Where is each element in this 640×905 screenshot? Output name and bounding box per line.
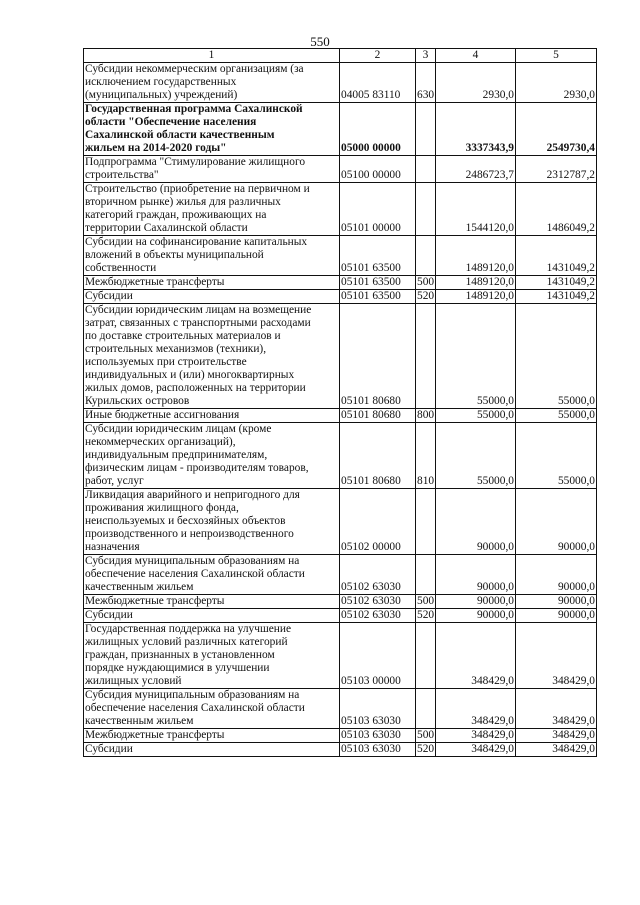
- row-name: [84, 156, 340, 183]
- row-code: 04005 83110: [340, 63, 416, 103]
- table-row: [84, 555, 597, 595]
- row-sum-year-2: 55000,0: [516, 304, 597, 409]
- row-name-line: Субсидии: [85, 743, 133, 755]
- row-sum-year-1: 348429,0: [436, 689, 516, 729]
- row-name-line: Сахалинской области качественным: [85, 129, 275, 141]
- row-sum-year-2: 90000,0: [516, 595, 597, 609]
- row-name-line: Субсидии юридическим лицам (кроме: [85, 423, 272, 435]
- row-name-line: назначения: [85, 541, 140, 553]
- row-name-line: территории Сахалинской области: [85, 222, 248, 234]
- row-name-line: Межбюджетные трансферты: [85, 276, 225, 288]
- row-name-line: жилых домов, расположенных на территории: [85, 382, 306, 394]
- row-name-line: производственного и непроизводственного: [85, 528, 294, 540]
- table-row: [84, 423, 597, 489]
- row-sum-year-1: 55000,0: [436, 304, 516, 409]
- row-name: [84, 183, 340, 236]
- row-name-line: вложений в объекты муниципальной: [85, 249, 264, 261]
- table-row: [84, 290, 597, 304]
- row-expense-type: 800: [417, 409, 435, 421]
- row-name: [84, 689, 340, 729]
- row-expense-type: 520: [417, 290, 435, 302]
- row-expense-type: [416, 103, 436, 156]
- row-sum-year-2: 55000,0: [516, 409, 597, 423]
- row-name: [84, 236, 340, 276]
- row-sum-year-2: 1431049,2: [516, 276, 597, 290]
- row-sum-year-2: 90000,0: [516, 555, 597, 595]
- row-name-line: Государственная программа Сахалинской: [85, 103, 303, 115]
- table-row: [84, 304, 597, 409]
- table-row: [84, 595, 597, 609]
- row-name-line: порядке нуждающимися в улучшении: [85, 662, 270, 674]
- row-name-line: используемых при строительстве: [85, 356, 247, 368]
- row-name-line: индивидуальных и (или) многоквартирных: [85, 369, 295, 381]
- row-sum-year-1: 348429,0: [436, 743, 516, 757]
- row-sum-year-1: 90000,0: [436, 609, 516, 623]
- row-sum-year-2: 348429,0: [516, 623, 597, 689]
- row-code: 05102 63030: [340, 609, 416, 623]
- column-header-name: 1: [84, 49, 340, 63]
- row-code: 05102 63030: [340, 555, 416, 595]
- row-sum-year-2: 90000,0: [516, 489, 597, 555]
- row-name-line: Межбюджетные трансферты: [85, 729, 225, 741]
- row-sum-year-1: 90000,0: [436, 595, 516, 609]
- row-name-line: Субсидии на софинансирование капитальных: [85, 236, 308, 248]
- row-name: [84, 304, 340, 409]
- row-expense-type: [416, 156, 436, 183]
- row-sum-year-2: 348429,0: [516, 689, 597, 729]
- row-code: 05101 63500: [340, 290, 416, 304]
- row-name-line: обеспечение населения Сахалинской области: [85, 702, 305, 714]
- row-name-line: Субсидия муниципальным образованиям на: [85, 689, 300, 701]
- row-sum-year-1: 348429,0: [436, 729, 516, 743]
- row-sum-year-1: 90000,0: [436, 489, 516, 555]
- row-name-line: Иные бюджетные ассигнования: [85, 409, 240, 421]
- row-sum-year-2: 2312787,2: [516, 156, 597, 183]
- row-sum-year-1: 90000,0: [436, 555, 516, 595]
- row-sum-year-2: 2549730,4: [516, 103, 597, 156]
- row-code: 05102 00000: [340, 489, 416, 555]
- row-name: [84, 489, 340, 555]
- row-code: 05000 00000: [340, 103, 416, 156]
- row-code: 05103 63030: [340, 743, 416, 757]
- row-name-line: жильем на 2014-2020 годы": [85, 142, 227, 154]
- row-sum-year-2: 2930,0: [516, 63, 597, 103]
- row-name-line: граждан, признанных в установленном: [85, 649, 275, 661]
- row-name-line: Государственная поддержка на улучшение: [85, 623, 292, 635]
- column-header-type: 3: [416, 49, 436, 63]
- row-code: 05101 63500: [340, 276, 416, 290]
- row-name-line: жилищных условий различных категорий: [85, 636, 288, 648]
- row-expense-type: 810: [416, 423, 436, 489]
- row-sum-year-1: 55000,0: [436, 423, 516, 489]
- row-name: [84, 63, 340, 103]
- row-expense-type: [416, 236, 436, 276]
- row-name-line: Курильских островов: [85, 395, 190, 407]
- row-code: 05103 00000: [340, 623, 416, 689]
- row-name: [84, 423, 340, 489]
- row-code: 05103 63030: [340, 729, 416, 743]
- table-row: [84, 729, 597, 743]
- row-name-line: по доставке строительных материалов и: [85, 330, 281, 342]
- table-row: [84, 743, 597, 757]
- row-name: [84, 595, 340, 609]
- row-name: [84, 555, 340, 595]
- table-row: [84, 409, 597, 423]
- row-sum-year-1: 2486723,7: [436, 156, 516, 183]
- row-name-line: собственности: [85, 262, 157, 274]
- row-code: 05100 00000: [340, 156, 416, 183]
- table-row: [84, 156, 597, 183]
- row-name-line: качественным жильем: [85, 581, 194, 593]
- page-number: 550: [310, 34, 330, 49]
- row-sum-year-2: 90000,0: [516, 609, 597, 623]
- row-expense-type: [416, 689, 436, 729]
- row-code: 05101 00000: [340, 183, 416, 236]
- row-name-line: строительства": [85, 169, 159, 181]
- row-sum-year-1: 3337343,9: [436, 103, 516, 156]
- row-expense-type: [416, 489, 436, 555]
- row-sum-year-1: 348429,0: [436, 623, 516, 689]
- budget-table: [83, 48, 597, 757]
- row-name-line: области "Обеспечение населения: [85, 116, 257, 128]
- row-code: 05101 80680: [340, 423, 416, 489]
- row-name-line: Субсидии некоммерческим организациям (за: [85, 63, 304, 75]
- row-code: 05101 63500: [340, 236, 416, 276]
- row-name-line: Межбюджетные трансферты: [85, 595, 225, 607]
- row-name-line: Подпрограмма "Стимулирование жилищного: [85, 156, 306, 168]
- row-sum-year-1: 55000,0: [436, 409, 516, 423]
- row-expense-type: 520: [417, 609, 435, 621]
- row-name-line: Субсидии: [85, 609, 133, 621]
- row-name-line: физическим лицам - производителям товаров,: [85, 462, 309, 474]
- row-sum-year-1: 1489120,0: [436, 236, 516, 276]
- table-row: [84, 236, 597, 276]
- column-header-code: 2: [340, 49, 416, 63]
- row-sum-year-2: 55000,0: [516, 423, 597, 489]
- row-code: 05102 63030: [340, 595, 416, 609]
- row-name-line: некоммерческих организаций),: [85, 436, 236, 448]
- row-expense-type: 500: [417, 729, 435, 741]
- row-name-line: Субсидии: [85, 290, 133, 302]
- table-row: [84, 489, 597, 555]
- row-name: [84, 276, 340, 290]
- row-name: [84, 609, 340, 623]
- table-row: [84, 276, 597, 290]
- row-name-line: Ликвидация аварийного и непригодного для: [85, 489, 300, 501]
- row-name: [84, 729, 340, 743]
- row-expense-type: 520: [417, 743, 435, 755]
- row-sum-year-1: 1489120,0: [436, 290, 516, 304]
- row-name-line: категорий граждан, проживающих на: [85, 209, 267, 221]
- row-expense-type: 630: [416, 63, 436, 103]
- table-row: [84, 103, 597, 156]
- row-name-line: жилищных условий: [85, 675, 182, 687]
- table-row: [84, 689, 597, 729]
- row-name-line: строительных механизмов (техники),: [85, 343, 267, 355]
- row-name-line: вторичном рынке) жилья для различных: [85, 196, 281, 208]
- row-name: [84, 743, 340, 757]
- row-name-line: Строительство (приобретение на первичном и: [85, 183, 310, 195]
- row-expense-type: [416, 555, 436, 595]
- table-row: [84, 609, 597, 623]
- table-row: [84, 183, 597, 236]
- column-header-sum-year-1: 4: [436, 49, 516, 63]
- row-code: 05103 63030: [340, 689, 416, 729]
- row-name-line: неиспользуемых и бесхозяйных объектов: [85, 515, 286, 527]
- row-sum-year-2: 1431049,2: [516, 236, 597, 276]
- row-expense-type: [416, 183, 436, 236]
- row-name-line: качественным жильем: [85, 715, 194, 727]
- row-sum-year-2: 1431049,2: [516, 290, 597, 304]
- row-code: 05101 80680: [340, 304, 416, 409]
- table-row: [84, 63, 597, 103]
- row-name-line: исключением государственных: [85, 76, 237, 88]
- row-code: 05101 80680: [340, 409, 416, 423]
- row-sum-year-1: 1489120,0: [436, 276, 516, 290]
- row-sum-year-1: 2930,0: [436, 63, 516, 103]
- row-expense-type: 500: [417, 595, 435, 607]
- row-name-line: Субсидии юридическим лицам на возмещение: [85, 304, 312, 316]
- row-name-line: (муниципальных) учреждений): [85, 89, 238, 101]
- row-name: [84, 290, 340, 304]
- row-expense-type: [416, 304, 436, 409]
- row-sum-year-2: 1486049,2: [516, 183, 597, 236]
- row-sum-year-2: 348429,0: [516, 729, 597, 743]
- row-name: [84, 409, 340, 423]
- column-number-row: [84, 49, 597, 63]
- row-sum-year-2: 348429,0: [516, 743, 597, 757]
- row-name-line: индивидуальным предпринимателям,: [85, 449, 268, 461]
- row-expense-type: 500: [417, 276, 435, 288]
- row-name-line: проживания жилищного фонда,: [85, 502, 239, 514]
- row-sum-year-1: 1544120,0: [436, 183, 516, 236]
- table-row: [84, 623, 597, 689]
- column-header-sum-year-2: 5: [516, 49, 597, 63]
- row-name-line: работ, услуг: [85, 475, 144, 487]
- row-name-line: затрат, связанных с транспортными расходами: [85, 317, 311, 329]
- row-name-line: обеспечение населения Сахалинской области: [85, 568, 305, 580]
- row-name: [84, 103, 340, 156]
- row-name: [84, 623, 340, 689]
- row-expense-type: [416, 623, 436, 689]
- row-name-line: Субсидия муниципальным образованиям на: [85, 555, 300, 567]
